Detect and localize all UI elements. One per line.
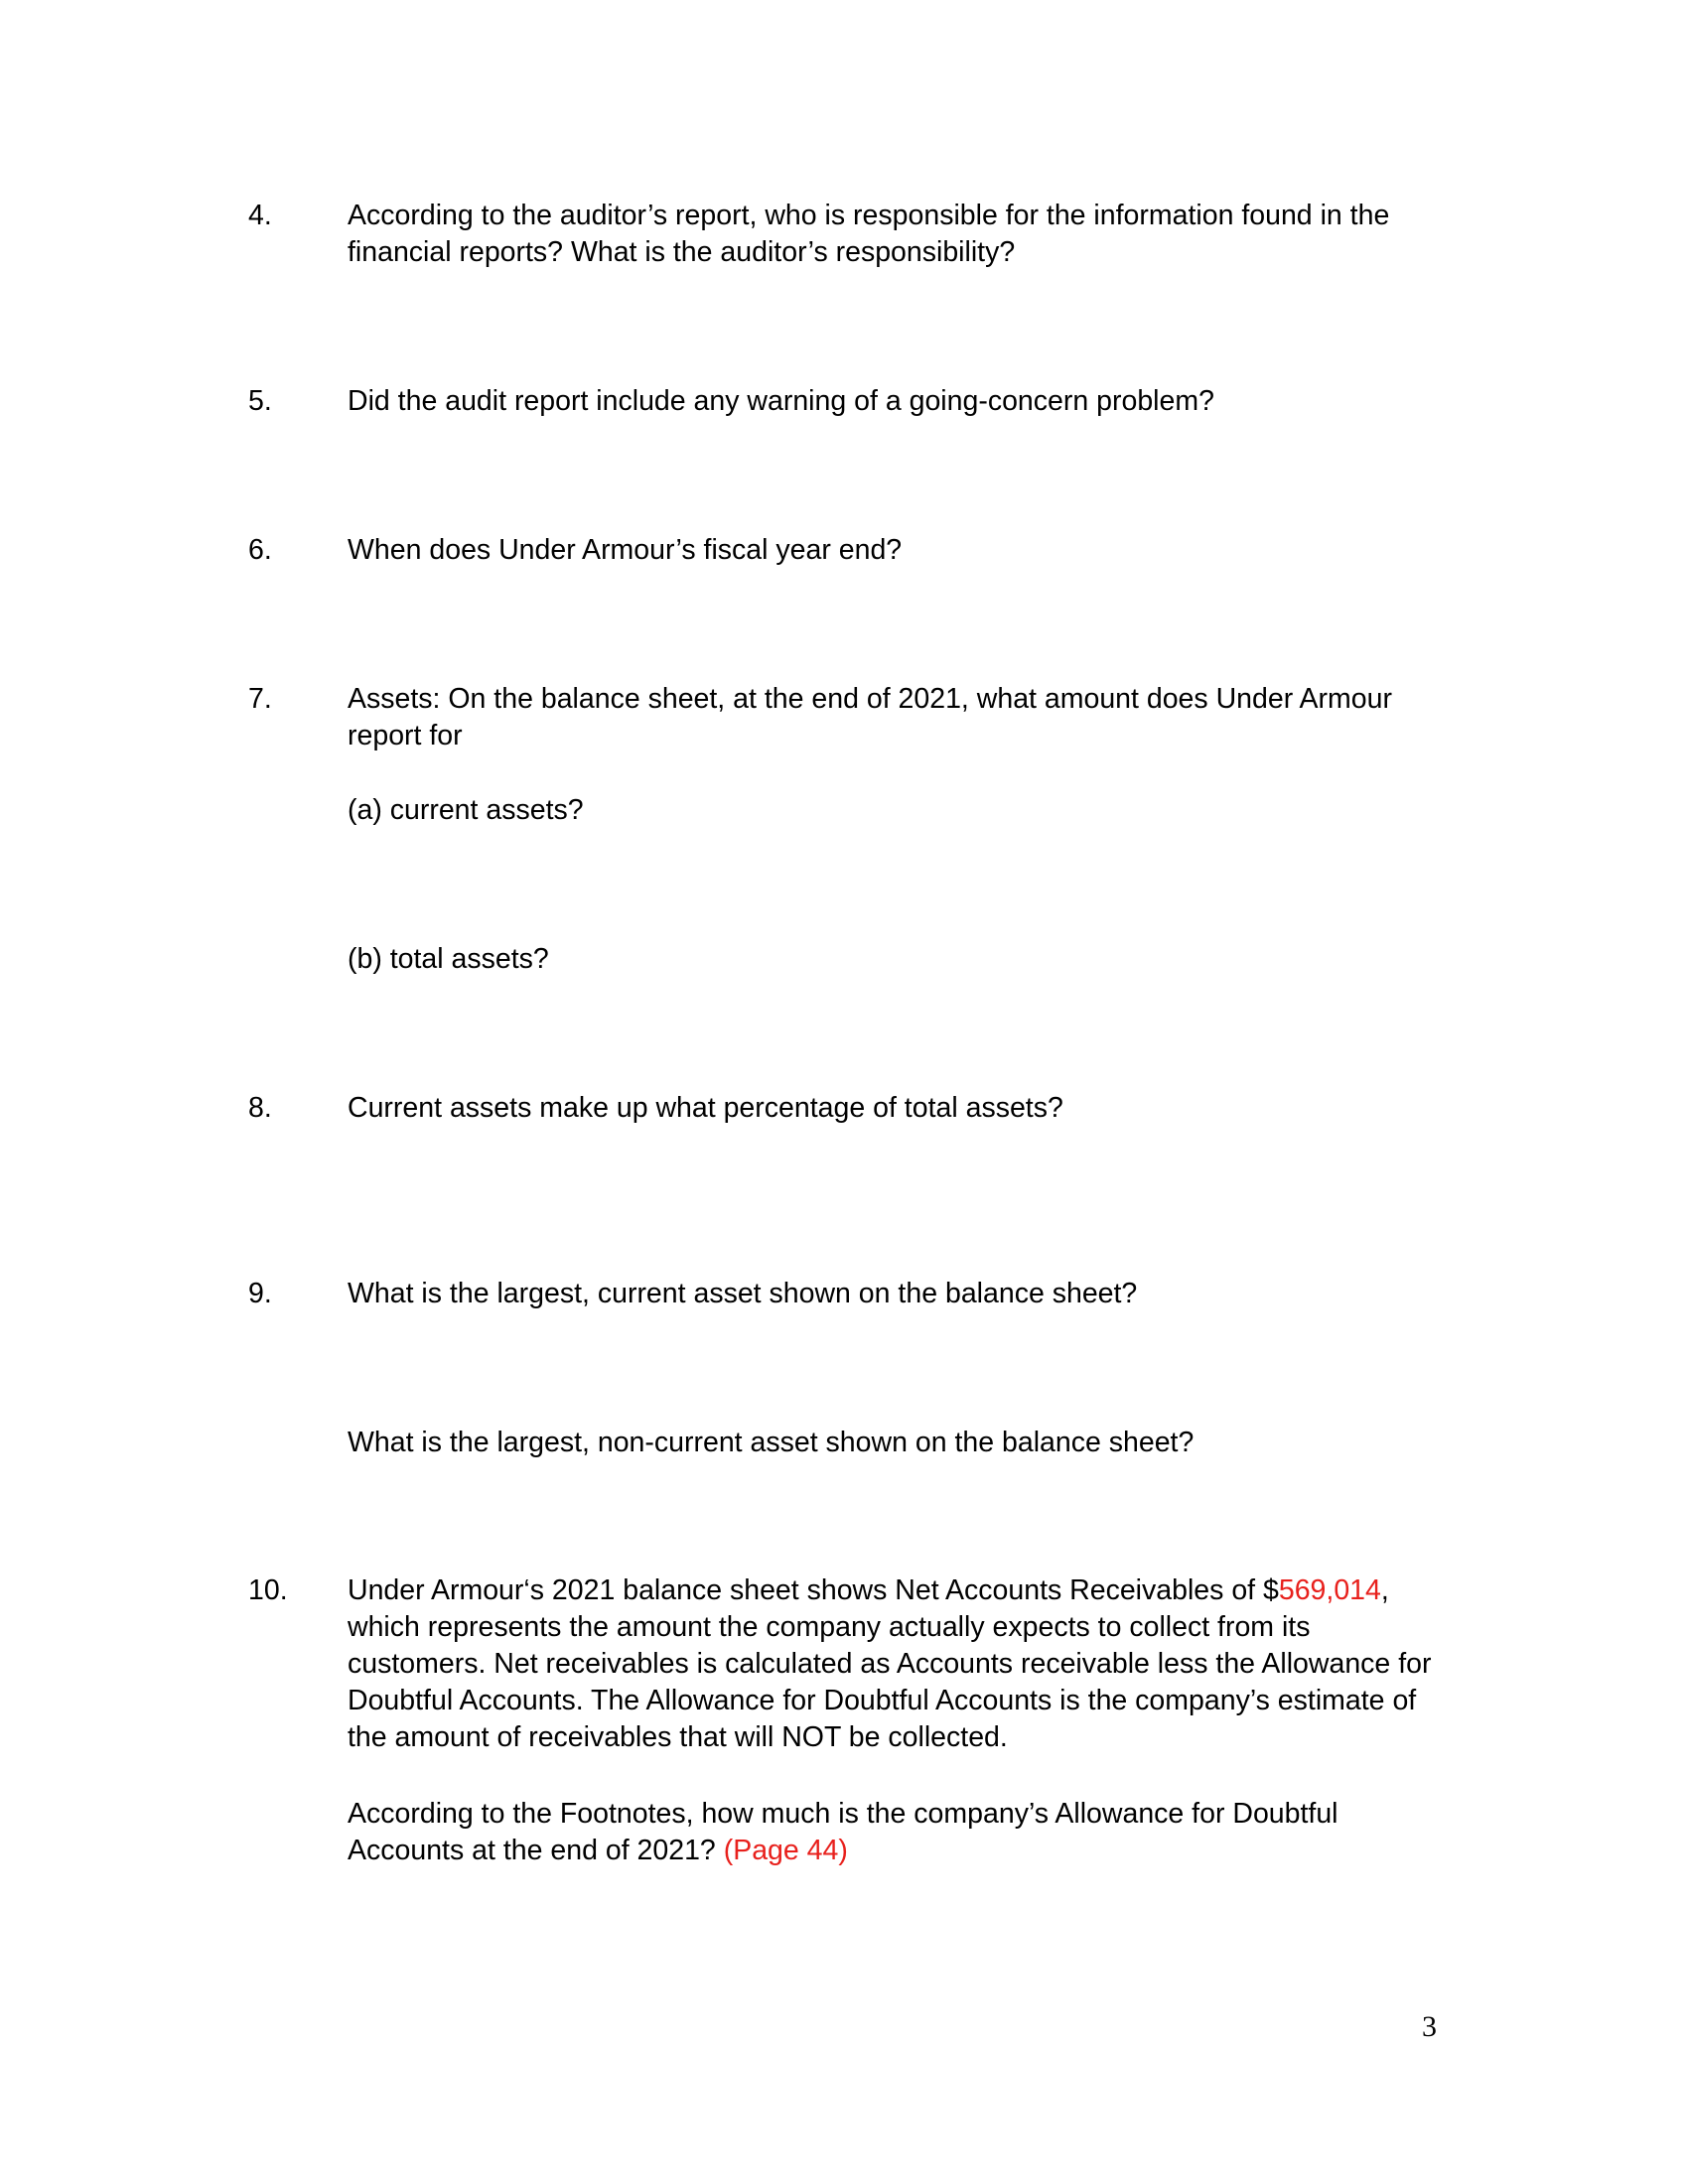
question-text — [348, 532, 1430, 569]
page-number: 3 — [1422, 2010, 1437, 2043]
question-text — [348, 1572, 1430, 1756]
question-line: Current assets make up what percentage of total assets? — [348, 1092, 1063, 1124]
question-line: According to the auditor’s report, who is responsible for the information found in the — [348, 200, 1390, 231]
question-number: 6. — [248, 534, 272, 566]
question-number: 4. — [248, 200, 272, 231]
question-line-text: Under Armour‘s 2021 balance sheet shows Net Accounts Receivables of $ — [348, 1574, 1279, 1606]
question-line: When does Under Armour’s fiscal year end? — [348, 534, 903, 566]
question-line — [348, 1572, 1430, 1609]
question-line-text: , — [1380, 1574, 1389, 1606]
question-line: which represents the amount the company actually expects to collect from its — [348, 1611, 1311, 1643]
question-line: customers. Net receivables is calculated as Accounts receivable less the Allowance for — [348, 1648, 1432, 1680]
sub-question-a: (a) current assets? — [348, 794, 584, 826]
page-reference: (Page 44) — [723, 1835, 848, 1866]
question-number: 10. — [248, 1574, 288, 1606]
question-number: 8. — [248, 1092, 272, 1124]
question-line: Assets: On the balance sheet, at the end of 2021, what amount does Under Armour — [348, 683, 1392, 715]
question-text — [348, 383, 1430, 420]
question-line — [348, 1833, 1430, 1869]
question-line: financial reports? What is the auditor’s responsibility? — [348, 236, 1016, 268]
receivables-value: 569,014 — [1278, 1574, 1381, 1606]
question-text — [348, 1276, 1430, 1312]
sub-question-b: (b) total assets? — [348, 943, 549, 975]
question-number: 5. — [248, 385, 272, 417]
question-text — [348, 1090, 1430, 1127]
question-text — [348, 198, 1430, 271]
question-line: What is the largest, non-current asset shown on the balance sheet? — [348, 1427, 1195, 1458]
question-line: Did the audit report include any warning of a going-concern problem? — [348, 385, 1214, 417]
question-text — [348, 681, 1430, 754]
question-line: the amount of receivables that will NOT be collected. — [348, 1721, 1008, 1753]
question-line: What is the largest, current asset shown on the balance sheet? — [348, 1278, 1138, 1309]
question-line: report for — [348, 720, 463, 751]
question-line: According to the Footnotes, how much is the company’s Allowance for Doubtful — [348, 1798, 1338, 1830]
question-line-text: Accounts at the end of 2021? — [348, 1835, 724, 1866]
question-number: 7. — [248, 683, 272, 715]
question-line: Doubtful Accounts. The Allowance for Doubtful Accounts is the company’s estimate of — [348, 1685, 1417, 1716]
question-number: 9. — [248, 1278, 272, 1309]
